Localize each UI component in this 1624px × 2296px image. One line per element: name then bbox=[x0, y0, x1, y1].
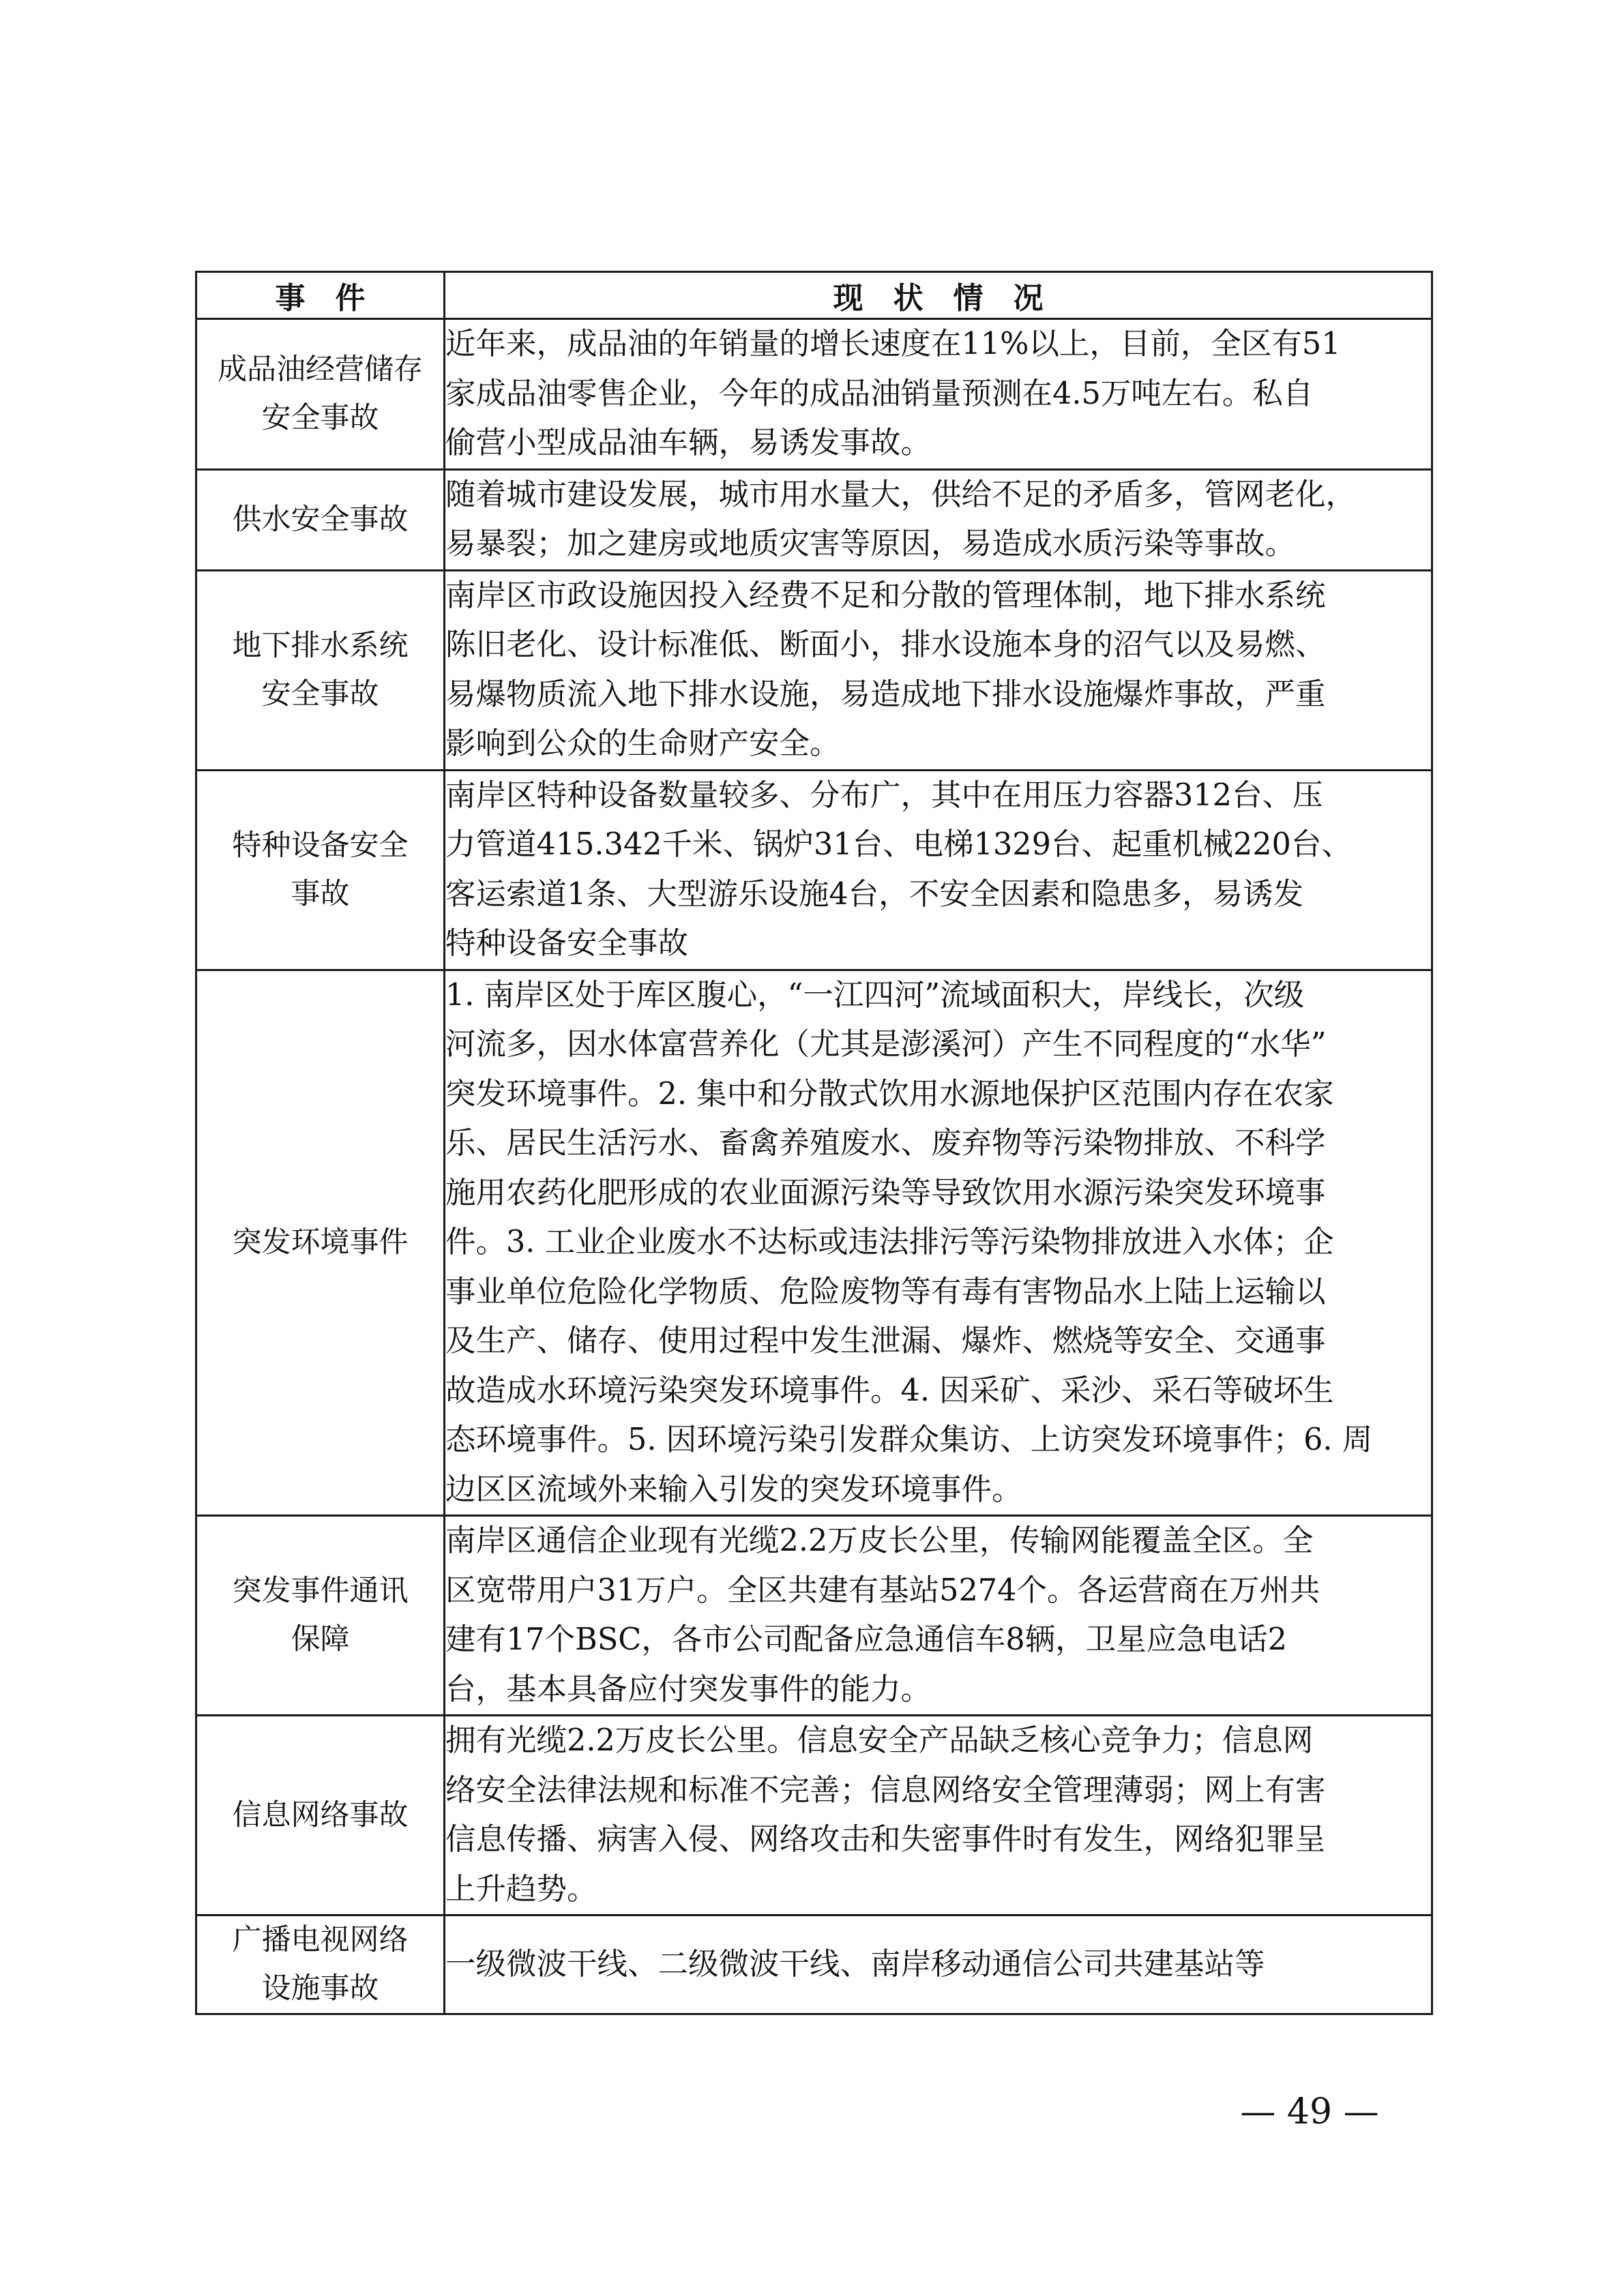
status-description-line: 南岸区特种设备数量较多、分布广，其中在用压力容器312台、压 bbox=[445, 777, 1323, 813]
status-description-line: 边区区流域外来输入引发的突发环境事件。 bbox=[445, 1472, 1022, 1507]
table-header-row bbox=[196, 272, 1432, 319]
status-description-line: 特种设备安全事故 bbox=[445, 926, 689, 961]
status-description-line: 河流多，因水体富营养化（尤其是澎溪河）产生不同程度的“水华” bbox=[445, 1027, 1327, 1062]
incident-status-table bbox=[195, 271, 1433, 2015]
status-description-cell bbox=[445, 1915, 1432, 2014]
header-event: 事 件 bbox=[196, 272, 445, 319]
status-description-line: 南岸区通信企业现有光缆2.2万皮长公里，传输网能覆盖全区。全 bbox=[445, 1523, 1314, 1558]
event-name-line: 安全事故 bbox=[261, 676, 379, 711]
status-description-line: 易暴裂；加之建房或地质灾害等原因，易造成水质污染等事故。 bbox=[445, 526, 1296, 561]
status-description-line: 区宽带用户31万户。全区共建有基站5274个。各运营商在万州共 bbox=[445, 1572, 1320, 1608]
event-name-line: 保障 bbox=[291, 1622, 350, 1656]
page-number: — 49 — bbox=[1240, 2091, 1379, 2132]
status-description-line: 随着城市建设发展，城市用水量大，供给不足的矛盾多，管网老化， bbox=[445, 477, 1357, 512]
status-description-cell bbox=[445, 1716, 1432, 1915]
status-description-line: 故造成水环境污染突发环境事件。4. 因采矿、采沙、采石等破坏生 bbox=[445, 1373, 1334, 1408]
event-name-cell bbox=[196, 1516, 445, 1716]
event-name-cell bbox=[196, 770, 445, 970]
status-description-line: 信息传播、病害入侵、网络攻击和失密事件时有发生，网络犯罪呈 bbox=[445, 1822, 1326, 1857]
status-description-cell bbox=[445, 319, 1432, 470]
status-description-cell bbox=[445, 1516, 1432, 1716]
status-description-line: 力管道415.342千米、锅炉31台、电梯1329台、起重机械220台、 bbox=[445, 827, 1352, 862]
event-name-line: 突发环境事件 bbox=[232, 1225, 409, 1259]
table-row bbox=[196, 570, 1432, 770]
header-status: 现 状 情 况 bbox=[445, 272, 1432, 319]
event-name-line: 成品油经营储存 bbox=[218, 352, 423, 387]
status-description-line: 络安全法律法规和标准不完善；信息网络安全管理薄弱；网上有害 bbox=[445, 1772, 1326, 1808]
table-row bbox=[196, 1716, 1432, 1915]
event-name-cell bbox=[196, 570, 445, 770]
status-description-line: 影响到公众的生命财产安全。 bbox=[445, 726, 840, 761]
status-description-line: 客运索道1条、大型游乐设施4台，不安全因素和隐患多，易诱发 bbox=[445, 876, 1304, 912]
table-row bbox=[196, 1516, 1432, 1716]
status-description-line: 上升趋势。 bbox=[445, 1871, 597, 1907]
status-description-cell bbox=[445, 469, 1432, 570]
table-row bbox=[196, 319, 1432, 470]
event-name-cell bbox=[196, 970, 445, 1516]
status-description-line: 及生产、储存、使用过程中发生泄漏、爆炸、燃烧等安全、交通事 bbox=[445, 1324, 1326, 1358]
status-description-line: 近年来，成品油的年销量的增长速度在11%以上，目前，全区有51 bbox=[445, 327, 1341, 361]
event-name-cell bbox=[196, 469, 445, 570]
status-description-cell bbox=[445, 570, 1432, 770]
table-body bbox=[196, 319, 1432, 2014]
event-name-line: 供水安全事故 bbox=[232, 502, 409, 537]
status-description-line: 易爆物质流入地下排水设施，易造成地下排水设施爆炸事故，严重 bbox=[445, 676, 1326, 712]
status-description-line: 家成品油零售企业，今年的成品油销量预测在4.5万吨左右。私自 bbox=[445, 376, 1314, 411]
status-description-line: 态环境事件。5. 因环境污染引发群众集访、上访突发环境事件；6. 周 bbox=[445, 1422, 1373, 1457]
table-row bbox=[196, 970, 1432, 1516]
status-description-line: 台，基本具备应付突发事件的能力。 bbox=[445, 1671, 932, 1707]
status-description-line: 件。3. 工业企业废水不达标或违法排污等污染物排放进入水体；企 bbox=[445, 1225, 1334, 1259]
status-description-line: 突发环境事件。2. 集中和分散式饮用水源地保护区范围内存在农家 bbox=[445, 1076, 1334, 1112]
status-description-line: 施用农药化肥形成的农业面源污染等导致饮用水源污染突发环境事 bbox=[445, 1175, 1326, 1210]
status-description-cell bbox=[445, 770, 1432, 970]
event-name-line: 事故 bbox=[291, 876, 350, 911]
event-name-line: 信息网络事故 bbox=[232, 1798, 409, 1832]
status-description-line: 乐、居民生活污水、畜禽养殖废水、废弃物等污染物排放、不科学 bbox=[445, 1126, 1326, 1161]
status-description-cell bbox=[445, 970, 1432, 1516]
status-description-line: 偷营小型成品油车辆，易诱发事故。 bbox=[445, 426, 932, 460]
event-name-line: 安全事故 bbox=[261, 400, 379, 435]
event-name-cell bbox=[196, 319, 445, 470]
status-description-line: 一级微波干线、二级微波干线、南岸移动通信公司共建基站等 bbox=[445, 1946, 1265, 1982]
event-name-line: 地下排水系统 bbox=[232, 628, 409, 663]
event-name-line: 设施事故 bbox=[261, 1971, 379, 2006]
table-row bbox=[196, 770, 1432, 970]
status-description-line: 事业单位危险化学物质、危险废物等有毒有害物品水上陆上运输以 bbox=[445, 1274, 1326, 1309]
status-description-line: 南岸区市政设施因投入经费不足和分散的管理体制，地下排水系统 bbox=[445, 578, 1326, 613]
table-row bbox=[196, 469, 1432, 570]
event-name-cell bbox=[196, 1915, 445, 2014]
status-description-line: 陈旧老化、设计标准低、断面小，排水设施本身的沼气以及易燃、 bbox=[445, 627, 1326, 662]
status-description-line: 1. 南岸区处于库区腹心，“一江四河”流域面积大，岸线长，次级 bbox=[445, 977, 1305, 1013]
status-description-line: 拥有光缆2.2万皮长公里。信息安全产品缺乏核心竞争力；信息网 bbox=[445, 1723, 1314, 1758]
table-row bbox=[196, 1915, 1432, 2014]
event-name-cell bbox=[196, 1716, 445, 1915]
event-name-line: 广播电视网络 bbox=[232, 1923, 409, 1957]
status-description-line: 建有17个BSC，各市公司配备应急通信车8辆，卫星应急电话2 bbox=[445, 1622, 1287, 1657]
event-name-line: 特种设备安全 bbox=[232, 828, 409, 863]
event-name-line: 突发事件通讯 bbox=[232, 1574, 409, 1608]
